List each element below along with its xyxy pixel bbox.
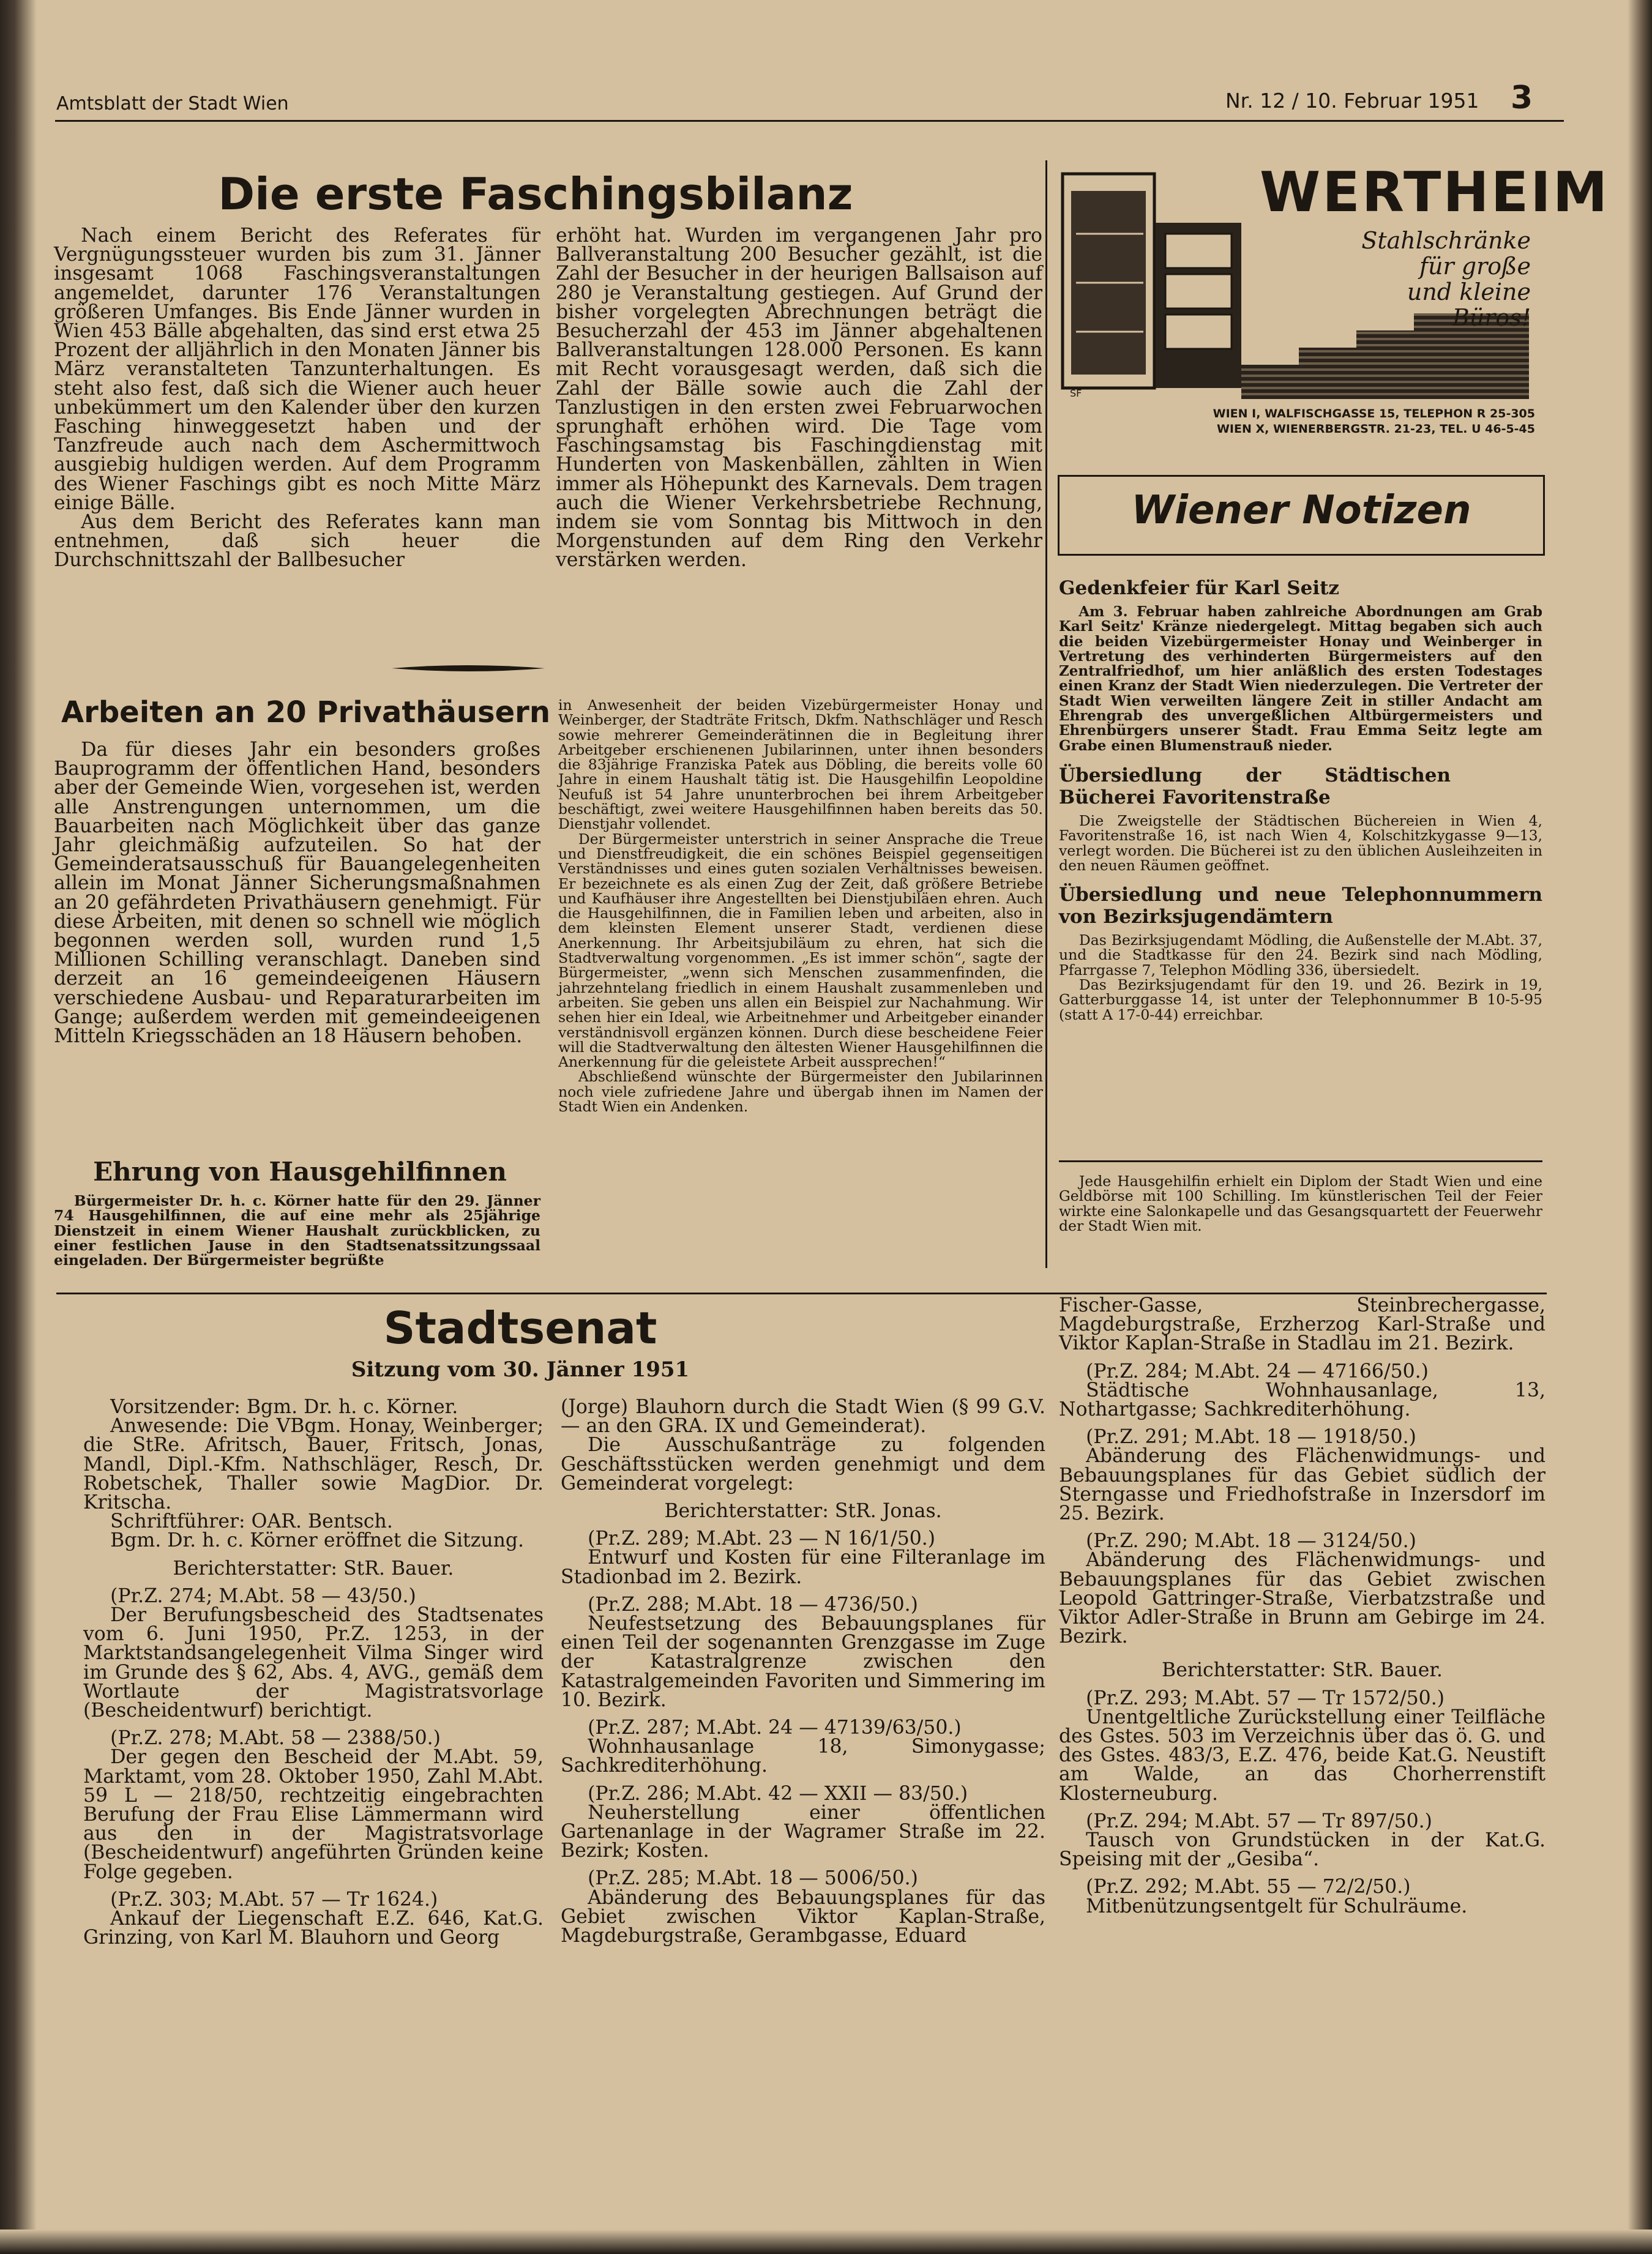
fasching-col1-p2: Aus dem Bericht des Referates kann man entnehmen, daß sich heuer die Durchschnittszahl der Ballbesucher [54,511,540,572]
ehrung-col1 [54,1193,540,1267]
senat-item: Wohnhausanlage 18, Simonygasse; Sachkrediterhöhung. [561,1736,1045,1777]
senat-item: Der Berufungsbescheid des Stadtsenates vom 6. Juni 1950, Pr.Z. 1253, in der Marktstandsangelegenheit Vilma Singer wird im Grunde des § 62, Abs. 4, AVG., gemäß dem Wortlaute der Magistratsvorlage (Bescheidentwurf) berichtigt. [83,1604,544,1722]
ad-address-line: WIEN I, WALFISCHGASSE 15, TELEPHON R 25-305 [1213,407,1535,420]
senat-ref: (Pr.Z. 285; M.Abt. 18 — 5006/50.) [588,1867,918,1890]
ad-tagline-line: Büros! [1452,304,1531,331]
privat-title: Arbeiten an 20 Privathäusern [61,695,550,730]
senat-item: Abänderung des Bebauungsplanes für das Gebiet zwischen Viktor Kaplan-Straße, Magdeburgstraße, Gerambgasse, Eduard [561,1886,1045,1947]
senat-ref: (Pr.Z. 286; M.Abt. 42 — XXII — 83/50.) [588,1782,968,1805]
ad-tagline-line: Stahlschränke [1361,227,1531,254]
ehrung-text3: Der Bürgermeister unterstrich in seiner Ansprache die Treue und Dienstfreudigkeit, die ein schönes Beispiel gegenseitigen Verständnisses und eines guten sozialen Verhältnisses beweisen. Er bezeichnete es als einen Zug der Zeit, daß größere Betriebe und Kaufhäuser ihre Angestellten bei Dienstjubiläen ehren. Auch die Hausgehilfinnen, die in Familien leben und arbeiten, also in dem kleinsten Element unserer Stadt, verdienen diese Anerkennung. Ihr Arbeitsjubiläum zu ehren, hat sich die Stadtverwaltung vorgenommen. „Es ist immer schön“, sagte der Bürgermeister, „wenn sich Menschen zusammenfinden, die jahrzehntelang friedlich in einem Haushalt zusammenleben und arbeiten. Sie geben uns allen ein Beispiel zur Nachahmung. Wir sehen hier ein Ideal, wie Arbeitnehmer und Arbeitgeber einander verständnisvoll ergänzen können. Durch diese bescheidene Feier will die Stadtverwaltung den ältesten Wiener Hausgehilfinnen die Anerkennung für die geleistete Arbeit aussprechen!“ [558,830,1043,1071]
senat-line: Anwesende: Die VBgm. Honay, Weinberger; die StRe. Afritsch, Bauer, Fritsch, Jonas, Mandl, Dipl.-Kfm. Nathschläger, Resch, Dr. Robetschek, Thaller sowie MagDior. Dr. Kritscha. [83,1415,544,1514]
fasching-col2 [556,226,1042,570]
seitz-title: Gedenkfeier für Karl Seitz [1059,577,1340,599]
senat-item: Unentgeltliche Zurückstellung einer Teilfläche des Gstes. 503 im Verzeichnis über das ö. G. und des Gstes. 483/3, E.Z. 476, beide Kat.G. Neustift am Walde, an das Chorherrenstift Klosterneuburg. [1059,1706,1545,1805]
stadtsenat-col1 [83,1398,544,1947]
senat-ref: (Pr.Z. 294; M.Abt. 57 — Tr 897/50.) [1086,1810,1432,1832]
svg-text:SF: SF [1070,387,1082,399]
senat-ref: (Pr.Z. 291; M.Abt. 18 — 1918/50.) [1086,1426,1416,1449]
stadtsenat-subtitle: Sitzung vom 30. Jänner 1951 [351,1357,690,1382]
header-rule [55,120,1564,122]
senat-reporter: Berichterstatter: StR. Bauer. [1162,1659,1443,1682]
buecherei-title: Übersiedlung der Städtischen Bücherei Favoritenstraße [1059,764,1451,808]
buecherei-text: Die Zweigstelle der Städtischen Büchereien in Wien 4, Favoritenstraße 16, ist nach Wien 4, Kolschitzkygasse 9—13, verlegt worden. Die Bücherei ist zu den üblichen Ausleihzeiten in den neuen Räumen geöffnet. [1059,812,1542,874]
scan-edge-bottom [0,2230,1652,2254]
stadtsenat-col3 [1059,1296,1545,1916]
senat-line: Bgm. Dr. h. c. Körner eröffnet die Sitzung. [110,1529,525,1552]
senat-item: Städtische Wohnhausanlage, 13, Nothartgasse; Sachkrediterhöhung. [1059,1379,1545,1421]
issue-info: Nr. 12 / 10. Februar 1951 [1225,89,1479,113]
ehrung-cont-text: Jede Hausgehilfin erhielt ein Diplom der Stadt Wien und eine Geldbörse mit 100 Schilling. Im künstlerischen Teil der Feier wirkte eine Salonkapelle und das Gesangsquartett der Feuerwehr der Stadt Wien mit. [1059,1173,1542,1234]
ad-address-line: WIEN X, WIENERBERGSTR. 21-23, TEL. U 46-5-45 [1216,422,1535,436]
column-rule [1045,160,1047,1268]
ad-tagline-line: und kleine [1407,278,1531,305]
senat-item: Tausch von Grundstücken in der Kat.G. Speising mit der „Gesiba“. [1059,1829,1545,1871]
scan-edge-left [0,0,37,2254]
stadtsenat-col2 [561,1398,1045,1946]
senat-item: (Jorge) Blauhorn durch die Stadt Wien (§ 99 G.V. — an den GRA. IX und Gemeinderat). [561,1396,1045,1438]
senat-ref: (Pr.Z. 278; M.Abt. 58 — 2388/50.) [110,1727,441,1750]
senat-item: Ankauf der Liegenschaft E.Z. 646, Kat.G. Grinzing, von Karl M. Blauhorn und Georg [83,1908,544,1949]
senat-item: Entwurf und Kosten für eine Filteranlage im Stadionbad im 2. Bezirk. [561,1547,1045,1588]
ehrung-text1: Bürgermeister Dr. h. c. Körner hatte für den 29. Jänner 74 Hausgehilfinnen, die auf eine mehr als 25jährige Dienstzeit in einem Wiener Haushalt zurückblicken, zu einer festlichen Jause in den Stadtsenatssitzungssaal eingeladen. Der Bürgermeister begrüßte [54,1192,540,1269]
seitz-text: Am 3. Februar haben zahlreiche Abordnungen am Grab Karl Seitz' Kränze niedergelegt. Mittag begaben sich auch die beiden Vizebürgermeister Honay und Weinberger in Vertretung des verhinderten Bürgermeisters auf den Zentralfriedhof, um hier anläßlich des ersten Todestages einen Kranz der Stadt Wien niederzulegen. Die Vertreter der Stadt Wien verweilten längere Zeit in stiller Andacht am Ehrengrab des unvergeßlichen Altbürgermeisters und Ehrenbürgers unserer Stadt. Frau Emma Seitz legte am Grabe einen Blumenstrauß nieder. [1059,603,1542,754]
ad-brand: WERTHEIM [1260,160,1610,225]
ornament-rule [392,663,545,673]
publication-name: Amtsblatt der Stadt Wien [56,93,289,114]
fasching-col1 [54,226,540,570]
senat-line: Schriftführer: OAR. Bentsch. [110,1510,393,1533]
senat-reporter: Berichterstatter: StR. Bauer. [173,1557,454,1580]
senat-ref: (Pr.Z. 303; M.Abt. 57 — Tr 1624.) [110,1888,438,1911]
notizen-divider [1059,1160,1542,1162]
ehrung-text2: in Anwesenheit der beiden Vizebürgermeister Honay und Weinberger, der Stadträte Fritsch, Dkfm. Nathschläger und Resch sowie mehrerer Gemeinderätinnen die in Begleitung ihrer Arbeitgeber erschienenen Jubilarinnen, unter ihnen besonders die 83jährige Franziska Patek aus Döbling, die bereits volle 60 Jahre in einem Haushalt tätig ist. Die Hausgehilfin Leopoldine Neufuß ist 54 Jahre ununterbrochen bei ihrem Arbeitgeber beschäftigt, zwei weitere Hausgehilfinnen haben bereits das 50. Dienstjahr vollendet. [558,696,1043,833]
senat-reporter: Berichterstatter: StR. Jonas. [664,1500,942,1523]
notizen-title-box [1058,475,1545,556]
senat-ref: (Pr.Z. 289; M.Abt. 23 — N 16/1/50.) [588,1528,936,1550]
senat-item: Mitbenützungsentgelt für Schulräume. [1086,1895,1468,1917]
senat-item: Abänderung des Flächenwidmungs- und Bebauungsplanes für das Gebiet südlich der Sterngasse und Friedhofstraße in Inzersdorf im 25. Bezirk. [1059,1445,1545,1525]
fasching-col2-p1: erhöht hat. Wurden im vergangenen Jahr pro Ballveranstaltung 200 Besucher gezählt, ist die Zahl der Besucher in der heurigen Ballsaison auf 280 je Veranstaltung gestiegen. Auf Grund der bisher vorgelegten Abrechnungen beträgt die Besucherzahl der 453 im Jänner abgehaltenen Ballveranstaltungen 128.000 Personen. Es kann mit Recht vorausgesagt werden, daß sich die Zahl der Bälle sowie auch die Zahl der Tanzlustigen in den ersten zwei Februarwochen sprunghaft erhöhen wird. Die Tage vom Faschingsamstag bis Faschingdienstag mit Hunderten von Maskenbällen, zählten in Wien immer als Höhepunkt des Karnevals. Dem tragen auch die Wiener Verkehrsbetriebe Rechnung, indem sie vom Sonntag bis Mittwoch in den Morgenstunden auf dem Ring den Verkehr verstärken werden. [556,225,1042,572]
senat-ref: (Pr.Z. 274; M.Abt. 58 — 43/50.) [110,1584,416,1607]
jugend-title: Übersiedlung und neue Telephonnummern von Bezirksjugendämtern [1059,884,1542,928]
senat-item: Abänderung des Flächenwidmungs- und Bebauungsplanes für das Gebiet zwischen Leopold Gattringer-Straße, Vierbatzstraße und Viktor Adler-Straße in Brunn am Gebirge im 24. Bezirk. [1059,1549,1545,1648]
notizen-column [1059,577,1542,1022]
senat-item: Fischer-Gasse, Steinbrechergasse, Magdeburgstraße, Erzherzog Karl-Straße und Viktor Kaplan-Straße in Stadlau im 21. Bezirk. [1059,1294,1545,1355]
notizen-title: Wiener Notizen [1131,488,1471,533]
senat-item: Neufestsetzung des Bebauungsplanes für einen Teil der sogenannten Grenzgasse im Zuge der Katastralgrenze zwischen den Katastralgemeinden Favoriten und Simmering im 10. Bezirk. [561,1613,1045,1711]
ehrung-col2 [558,698,1043,1114]
senat-ref: (Pr.Z. 287; M.Abt. 24 — 47139/63/50.) [588,1717,962,1739]
ehrung-text4: Abschließend wünschte der Bürgermeister den Jubilarinnen noch viele zufriedene Jahre und übergab ihnen im Namen der Stadt Wien ein Andenken. [558,1068,1043,1116]
privat-text-column [54,741,540,1046]
senat-item: Der gegen den Bescheid der M.Abt. 59, Marktamt, vom 28. Oktober 1950, Zahl M.Abt. 59 L — 218/50, rechtzeitig eingebrachten Berufung der Frau Elise Lämmermann wird aus den in der Magistratsvorlage (Bescheidentwurf) angeführten Gründen keine Folge gegeben. [83,1746,544,1883]
senat-ref: (Pr.Z. 293; M.Abt. 57 — Tr 1572/50.) [1086,1687,1445,1709]
senat-ref: (Pr.Z. 288; M.Abt. 18 — 4736/50.) [588,1593,918,1616]
jugend-text2: Das Bezirksjugendamt für den 19. und 26. Bezirk in 19, Gatterburggasse 14, ist unter der Telephonnummer B 10-5-95 (statt A 17-0-44) erreichbar. [1059,976,1542,1023]
ehrung-title: Ehrung von Hausgehilfinnen [93,1157,507,1187]
ad-address [1156,406,1535,437]
senat-line: Vorsitzender: Bgm. Dr. h. c. Körner. [110,1396,458,1418]
senat-item: Neuherstellung einer öffentlichen Gartenanlage in der Wagramer Straße im 22. Bezirk; Kosten. [561,1801,1045,1862]
fasching-col1-p1: Nach einem Bericht des Referates für Vergnügungssteuer wurden bis zum 31. Jänner insgesamt 1068 Faschingsveranstaltungen angemeldet, darunter 176 Veranstaltungen größeren Umfanges. Bis Ende Jänner wurden in Wien 453 Bälle abgehalten, das sind erst etwa 25 Prozent der alljährlich in den Monaten Jänner bis März veranstalteten Tanzunterhaltungen. Es steht also fest, daß sich die Wiener auch heuer unbekümmert um den Kalender über den kurzen Fasching hinweggesetzt haben und der Tanzfreude auch nach dem Aschermittwoch ausgiebig huldigen werden. Auf dem Programm des Wiener Faschings gibt es noch Mitte März einige Bälle. [54,225,540,514]
fasching-title: Die erste Faschingsbilanz [218,168,853,220]
senat-ref: (Pr.Z. 284; M.Abt. 24 — 47166/50.) [1086,1360,1429,1383]
senat-item: Die Ausschußanträge zu folgenden Geschäftsstücken werden genehmigt und dem Gemeinderat vorgelegt: [561,1434,1045,1495]
safe-cabinet-illustration [1058,166,1266,399]
ad-tagline [1344,228,1531,330]
scan-edge-right [1628,0,1652,2254]
page-number: 3 [1511,80,1533,116]
wertheim-ad [1058,160,1610,436]
ehrung-continuation [1059,1174,1542,1233]
jugend-text1: Das Bezirksjugendamt Mödling, die Außenstelle der M.Abt. 37, und die Stadtkasse für den 24. Bezirk sind nach Mödling, Pfarrgasse 7, Telephon Mödling 336, übersiedelt. [1059,931,1542,979]
ad-tagline-line: für große [1419,253,1531,280]
senat-ref: (Pr.Z. 292; M.Abt. 55 — 72/2/50.) [1086,1876,1411,1898]
stadtsenat-title: Stadtsenat [383,1302,657,1354]
privat-text: Da für dieses Jahr ein besonders großes Bauprogramm der öffentlichen Hand, besonders aber der Gemeinde Wien, vorgesehen ist, werden alle Anstrengungen unternommen, um die Bauarbeiten nach Möglichkeit über das ganze Jahr gleichmäßig aufzuteilen. So hat der Gemeinderatsausschuß für Bauangelegenheiten allein im Monat Jänner Sicherungsmaßnahmen an 20 gefährdeten Privathäusern genehmigt. Für diese Arbeiten, mit denen so schnell wie möglich begonnen werden soll, wurden rund 1,5 Millionen Schilling veranschlagt. Daneben sind derzeit an 16 gemeindeeigenen Häusern verschiedene Ausbau- und Reparaturarbeiten im Gange; außerdem werden mit gemeindeeigenen Mitteln Kriegsschäden an 18 Häusern behoben. [54,739,540,1048]
senat-ref: (Pr.Z. 290; M.Abt. 18 — 3124/50.) [1086,1530,1416,1553]
